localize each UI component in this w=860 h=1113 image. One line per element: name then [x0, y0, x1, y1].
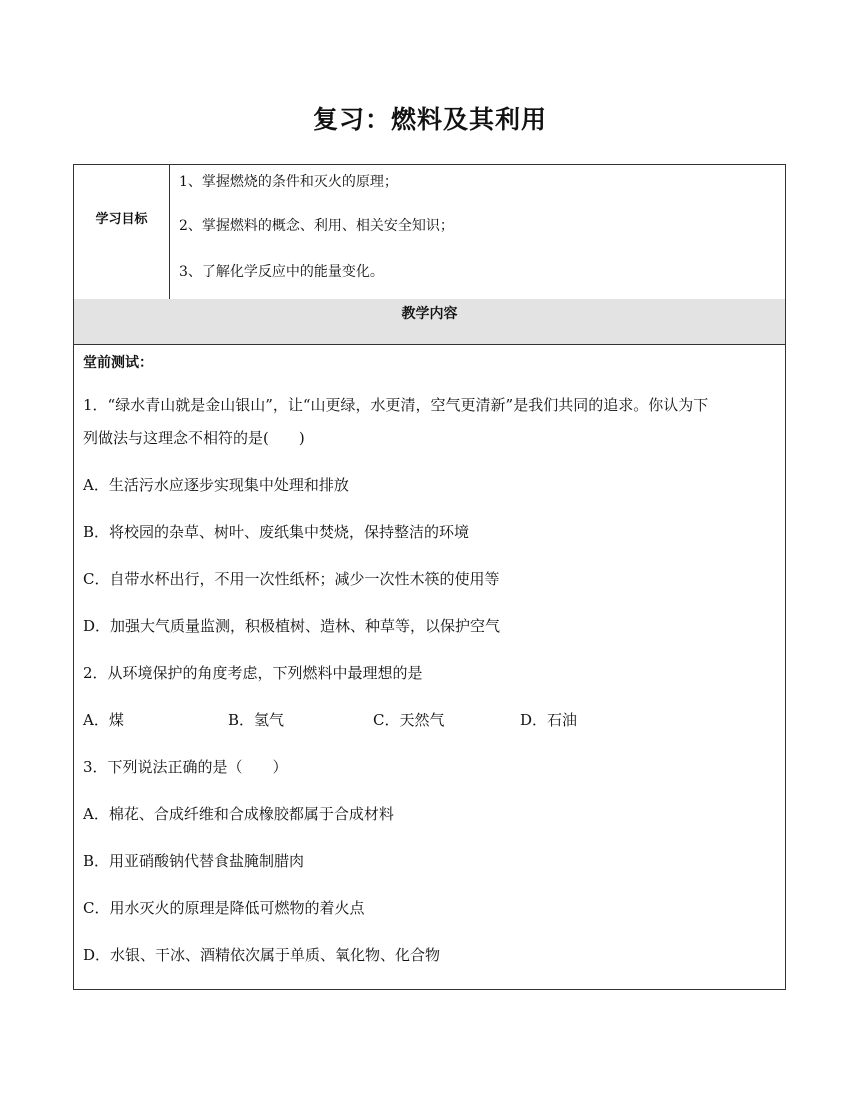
q3-option-a: A．棉花、合成纤维和合成橡胶都属于合成材料	[83, 805, 394, 823]
page-title: 复习：燃料及其利用	[312, 105, 547, 134]
objective-item: 1、掌握燃烧的条件和灭火的原理；	[179, 174, 398, 190]
objectives-label: 学习目标	[74, 165, 170, 299]
q2-option-a: A．煤	[83, 711, 124, 729]
q1-option-a: A．生活污水应逐步实现集中处理和排放	[83, 476, 349, 494]
content-header: 教学内容	[74, 299, 785, 345]
objective-item: 3、了解化学反应中的能量变化。	[179, 264, 384, 280]
pretest-heading: 堂前测试：	[83, 355, 153, 371]
lesson-table	[73, 164, 786, 990]
q1-option-c: C．自带水杯出行，不用一次性纸杯；减少一次性木筷的使用等	[83, 570, 500, 588]
q2-stem: 2．从环境保护的角度考虑，下列燃料中最理想的是	[83, 664, 423, 682]
q1-stem-line1: 1．“绿水青山就是金山银山”，让“山更绿，水更清，空气更清新”是我们共同的追求。你认为下	[83, 396, 709, 414]
q1-stem-line2: 列做法与这理念不相符的是( )	[83, 429, 305, 447]
q1-option-b: B．将校园的杂草、树叶、废纸集中焚烧，保持整洁的环境	[83, 523, 470, 541]
q3-option-d: D．水银、干冰、酒精依次属于单质、氧化物、化合物	[83, 946, 441, 964]
q3-option-c: C．用水灭火的原理是降低可燃物的着火点	[83, 899, 365, 917]
q3-stem: 3．下列说法正确的是（ ）	[83, 758, 288, 776]
q2-option-d: D．石油	[520, 711, 578, 729]
objectives-row	[74, 165, 785, 300]
q2-option-c: C．天然气	[373, 711, 445, 729]
q3-option-b: B．用亚硝酸钠代替食盐腌制腊肉	[83, 852, 305, 870]
q2-option-b: B．氢气	[228, 711, 285, 729]
objective-item: 2、掌握燃料的概念、利用、相关安全知识；	[179, 218, 454, 234]
q1-option-d: D．加强大气质量监测，积极植树、造林、种草等，以保护空气	[83, 617, 501, 635]
